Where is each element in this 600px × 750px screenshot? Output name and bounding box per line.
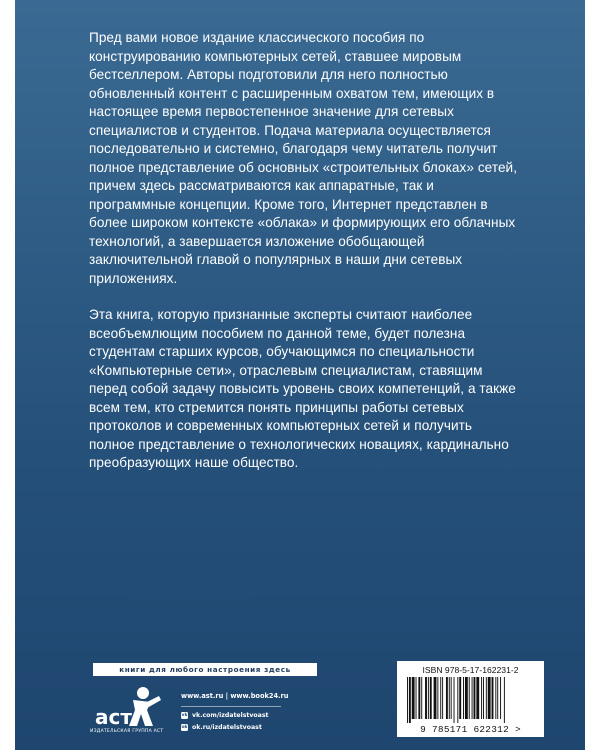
- vk-icon: vk: [181, 713, 188, 718]
- barcode-bar: [425, 677, 427, 719]
- barcode-bar: [440, 677, 441, 719]
- barcode-bar: [407, 677, 408, 723]
- isbn-label: ISBN 978-5-17-162231-2: [422, 665, 519, 675]
- barcode-bar: [474, 677, 476, 719]
- barcode-bar: [476, 677, 479, 719]
- barcode-bar: [451, 677, 452, 719]
- barcode-bar: [421, 677, 422, 719]
- barcode-bar: [428, 677, 429, 719]
- barcode-bar: [416, 677, 417, 719]
- blurb-paragraph-1: Пред вами новое издание классического пособия по конструированию компьютерных сетей, ставшее мировым бестселлером. Авторы подготовили для него полностью обновленный контент с расширенным охватом тем, имеющих в настоящее время первостепенное значение для сетевых специалистов и студентов. Подача материала осуществляется последовательно и системно, благодаря чему читатель получит полное представление об основных «строительных блоках» сетей, причем здесь рассматриваются как аппаратные, так и программные концепции. Кроме того, Интернет представлен в более широком контексте «облака» и формирующих его облачных технологий, а завершается изложение обобщающей заключительной главой о популярных в наши дни сетевых приложениях.: [89, 30, 518, 286]
- barcode-bar: [463, 677, 464, 719]
- publisher-subtitle: ИЗДАТЕЛЬСКАЯ ГРУППА АСТ: [90, 729, 164, 734]
- social-ok: [181, 724, 262, 731]
- social-ok-label: ok.ru/izdatelstvoast: [192, 724, 262, 731]
- publisher-sites: www.ast.ru | www.book24.ru: [181, 692, 289, 700]
- blurb-text: [89, 29, 519, 491]
- barcode-bar: [434, 677, 437, 719]
- isbn-block: [397, 661, 544, 737]
- back-cover: [15, 0, 585, 750]
- barcode-bar: [454, 677, 455, 723]
- ok-icon: ok: [181, 725, 188, 730]
- barcode-bar: [442, 677, 443, 719]
- barcode-bar: [500, 677, 501, 719]
- barcode-bar: [437, 677, 438, 719]
- barcode-bar: [446, 677, 448, 719]
- barcode-bar: [483, 677, 484, 719]
- isbn-digits: 9 785171 622312 >: [420, 724, 521, 735]
- barcode-bar: [465, 677, 468, 719]
- barcode-bar: [459, 677, 461, 719]
- barcode-bar: [495, 677, 496, 719]
- barcode: [403, 677, 538, 723]
- barcode-bar: [488, 677, 491, 719]
- barcode-bar: [497, 677, 498, 719]
- barcode-bar: [430, 677, 432, 719]
- ast-logo-text: аст: [95, 705, 132, 729]
- blurb-paragraph-2: Эта книга, которую признанные эксперты считают наиболее всеобъемлющим пособием по данной теме, будет полезна студентам старших курсов, обучающимся по специальности «Компьютерные сети», отраслевым специалистам, ставящим перед собой задачу повысить уровень своих компетенций, а также всем тем, кто стремится понять принципы работы сетевых протоколов и современных компьютерных сетей и получить полное представление о технологических новациях, кардинально преобразующих наше общество.: [89, 307, 516, 470]
- divider: [181, 706, 281, 707]
- barcode-bar: [449, 677, 450, 719]
- publisher-tagline: книги для любого настроения здесь: [93, 663, 317, 676]
- barcode-bar: [409, 677, 411, 723]
- barcode-bar: [504, 677, 505, 723]
- barcode-bar: [469, 677, 470, 719]
- barcode-bar: [486, 677, 487, 719]
- social-vk: [181, 712, 268, 719]
- barcode-bar: [492, 677, 494, 719]
- barcode-bar: [457, 677, 458, 723]
- barcode-bar: [481, 677, 482, 719]
- barcode-bar: [418, 677, 420, 719]
- barcode-bar: [412, 677, 415, 719]
- barcode-bar: [472, 677, 473, 719]
- social-vk-label: vk.com/izdatelstvoast: [192, 712, 269, 719]
